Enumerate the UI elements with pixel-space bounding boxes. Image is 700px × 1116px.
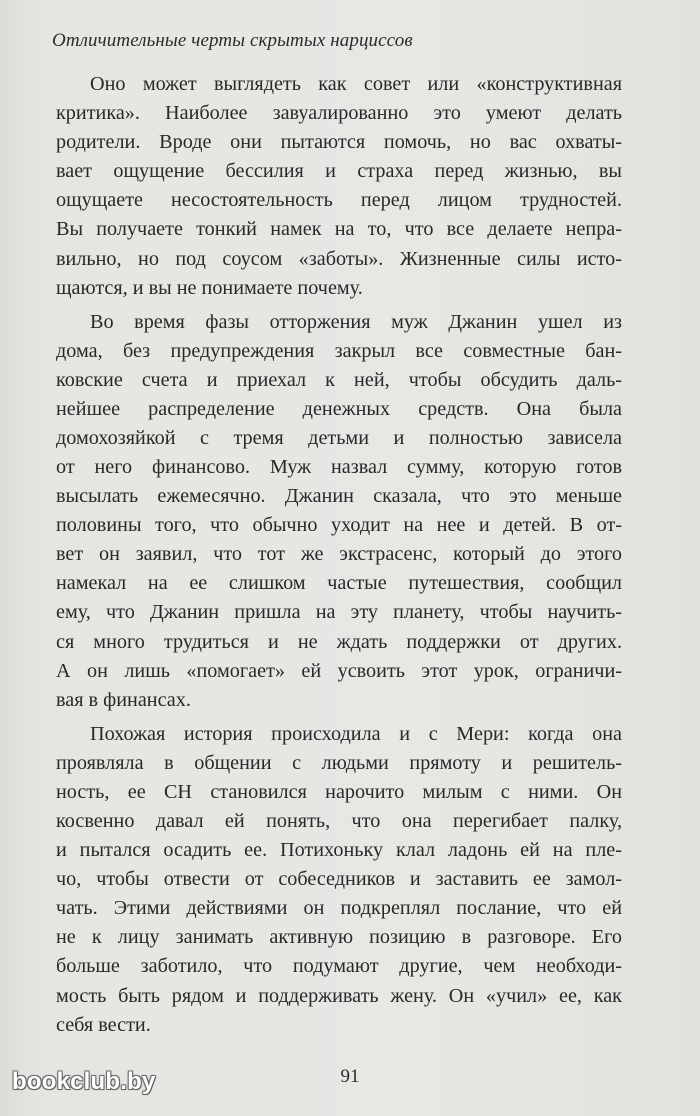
text-line: высылать ежемесячно. Джанин сказала, что это меньше (56, 485, 622, 508)
text-line: от него финансово. Муж назвал сумму, которую готов (56, 456, 622, 479)
text-line: нейшее распределение денежных средств. Она была (56, 397, 622, 420)
text-line: домохозяйкой с тремя детьми и полностью зависела (56, 426, 622, 449)
text-line: чать. Этими действиями он подкреплял послание, что ей (56, 897, 622, 920)
text-line: намекал на ее слишком частые путешествия, сообщил (56, 572, 622, 595)
text-line: половины того, что обычно уходит на нее и детей. В от- (56, 514, 622, 537)
watermark-logo: bookclub.by (12, 1068, 156, 1095)
text-line: критика». Наиболее завуалированно это умеют делать (56, 102, 622, 125)
text-line: мость быть рядом и поддерживать жену. Он «учил» ее, как (56, 984, 622, 1007)
text-line: Оно может выглядеть как совет или «конструктивная (90, 73, 622, 95)
text-line: и пытался осадить ее. Потихоньку клал ладонь ей на пле- (56, 839, 622, 862)
body-text (56, 70, 622, 1044)
text-line: ся много трудиться и не ждать поддержки от других. (56, 630, 622, 653)
paragraph-3 (56, 720, 622, 1040)
text-line: вает ощущение бессилия и страха перед жизнью, вы (56, 160, 622, 183)
text-line: больше заботило, что подумают другие, чем необходи- (56, 955, 622, 978)
text-line: родители. Вроде они пытаются помочь, но вас охваты- (56, 131, 622, 154)
text-line: не к лицу занимать активную позицию в разговоре. Его (56, 926, 622, 949)
text-line: себя вести. (56, 1013, 151, 1036)
paragraph-1 (56, 70, 622, 303)
text-line: вильно, но под соусом «заботы». Жизненные силы исто- (56, 247, 622, 270)
text-line: щаются, и вы не понимаете почему. (56, 276, 363, 299)
running-head: Отличительные черты скрытых нарциссов (52, 30, 413, 51)
text-line: дома, без предупреждения закрыл все совместные бан- (56, 339, 622, 362)
text-line: ковские счета и приехал к ней, чтобы обсудить даль- (56, 368, 622, 391)
text-line: чо, чтобы отвести от собеседников и заставить ее замол- (56, 868, 622, 891)
text-line: А он лишь «помогает» ей усвоить этот урок, ограничи- (56, 659, 622, 682)
text-line: ему, что Джанин пришла на эту планету, чтобы научить- (56, 601, 622, 624)
text-line: ность, ее СН становился нарочито милым с ними. Он (56, 780, 622, 803)
text-line: ощущаете несостоятельность перед лицом трудностей. (56, 189, 622, 212)
text-line: вет он заявил, что тот же экстрасенс, который до этого (56, 543, 622, 566)
text-line: косвенно давал ей понять, что она перегибает палку, (56, 809, 622, 832)
text-line: вая в финансах. (56, 688, 191, 711)
text-line: Похожая история происходила и с Мери: когда она (90, 722, 622, 745)
text-line: проявляла в общении с людьми прямоту и решитель- (56, 751, 622, 774)
text-line: Во время фазы отторжения муж Джанин ушел из (90, 310, 622, 333)
paragraph-2 (56, 308, 622, 715)
page-number: 91 (340, 1066, 360, 1087)
text-line: Вы получаете тонкий намек на то, что все делаете непра- (56, 218, 622, 241)
